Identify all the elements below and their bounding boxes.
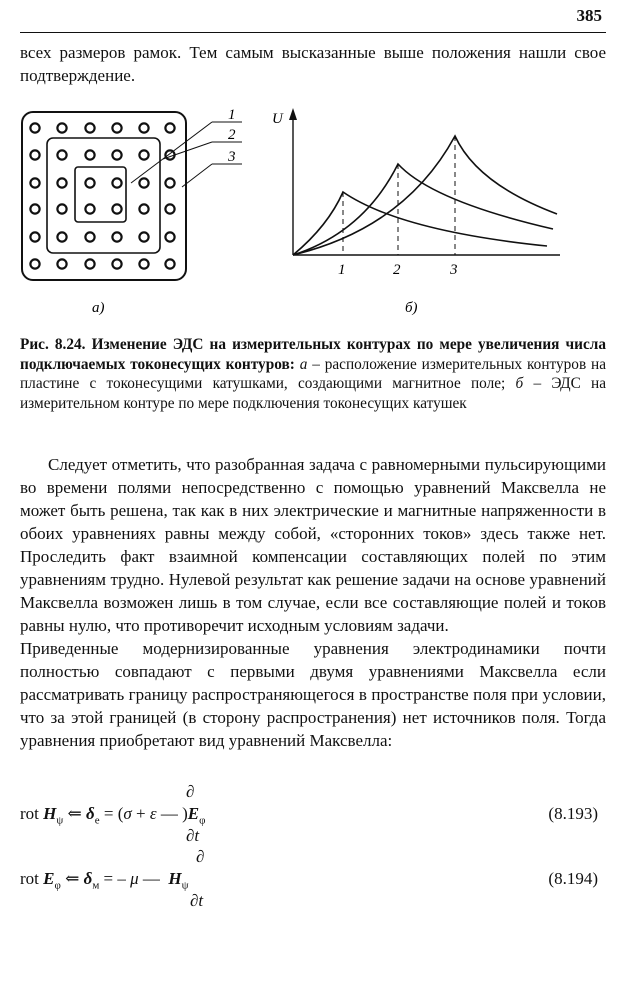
eq1-frac-bar: — xyxy=(156,804,178,823)
coil-circle xyxy=(165,259,174,268)
eq2-lhs-field: E xyxy=(43,869,55,888)
coil-circle xyxy=(112,150,121,159)
coil-circle xyxy=(30,204,39,213)
coil-circle xyxy=(139,123,148,132)
eq1-rhs-sub: φ xyxy=(199,814,206,827)
coil-circle xyxy=(85,123,94,132)
coil-circle xyxy=(112,123,121,132)
coil-circle xyxy=(30,123,39,132)
eq2-number: (8.194) xyxy=(548,869,598,888)
coil-circle xyxy=(85,204,94,213)
contour-label-1: 1 xyxy=(228,107,236,123)
x-tick-label-3: 3 xyxy=(450,262,458,278)
figure-8-24 xyxy=(0,96,626,332)
coil-circle xyxy=(30,178,39,187)
axis-u-label: U xyxy=(272,111,283,127)
eq2-arrow: ⇐ xyxy=(60,869,84,888)
eq2-delta: δ xyxy=(83,869,93,888)
coil-grid xyxy=(30,123,174,268)
coil-circle xyxy=(139,259,148,268)
coil-circle xyxy=(112,178,121,187)
coil-circle xyxy=(112,232,121,241)
eq1-frac-numerator: ∂ xyxy=(186,782,195,801)
eq1-epsilon: ε xyxy=(149,804,157,823)
eq1-lhs-field: H xyxy=(43,804,57,823)
coil-circle xyxy=(139,204,148,213)
coil-circle xyxy=(57,232,66,241)
eq1-sigma: σ xyxy=(123,804,132,823)
equation-8-194 xyxy=(20,847,606,910)
y-axis-arrowhead xyxy=(289,108,297,120)
eq1-plus: + xyxy=(131,804,150,823)
caption-letter-a: а xyxy=(299,355,308,373)
eq2-frac-numerator: ∂ xyxy=(196,847,205,866)
eq2-mu: μ xyxy=(130,869,139,888)
coil-circle xyxy=(112,259,121,268)
eq1-delta: δ xyxy=(86,804,95,823)
figure-caption xyxy=(20,335,606,413)
coil-circle xyxy=(165,232,174,241)
eq2-lhs-sub: φ xyxy=(54,879,61,892)
eq2-delta-sub: м xyxy=(92,879,100,892)
x-tick-label-1: 1 xyxy=(338,262,346,278)
eq2-rhs-field: H xyxy=(168,869,182,888)
graph-dashed-lines xyxy=(343,136,455,255)
coil-circle xyxy=(30,232,39,241)
coil-circle xyxy=(85,150,94,159)
eq1-rot: rot xyxy=(20,804,44,823)
coil-circle xyxy=(85,178,94,187)
eq2-frac-denominator: ∂t xyxy=(190,891,204,910)
coil-circle xyxy=(57,204,66,213)
caption-text-a: – расположение измерительных контуров на пластине с токонесущими катушками, создающими магнитное поле; xyxy=(20,355,606,392)
panel-a-label: а) xyxy=(92,300,105,316)
curve-contour-1 xyxy=(293,192,547,255)
header-rule xyxy=(20,32,606,33)
graph-curves xyxy=(293,136,557,255)
coil-circle xyxy=(85,232,94,241)
coil-circle xyxy=(57,123,66,132)
eq2-rot: rot xyxy=(20,869,44,888)
caption-lead: Рис. 8.24. Изменение ЭДС на измерительных контурах по мере увеличения числа подключаемых токонесущих контуров: xyxy=(20,336,606,373)
body-text xyxy=(20,453,606,752)
contour-middle xyxy=(47,138,160,253)
paragraph-1: Следует отметить, что разобранная задача с равномерными пульсирующими во времени полями непосредственно с помощью уравнений Максвелла не может быть решена, так как в них электрические и магнитные напряженности в обоих уравнениях равны между собой, «сторонних токов» здесь также нет. Проследить факт взаимной компенсации составляющих полей по этим уравнениям трудно. Нулевой результат как решение задачи на основе уравнений Максвелла возможен лишь в том случае, если все составляющие полей и токов равны нулю, что противоречит исходным условиям задачи. xyxy=(20,455,606,635)
coil-circle xyxy=(30,259,39,268)
eq1-lhs-sub: ψ xyxy=(56,814,64,827)
coil-circle xyxy=(139,150,148,159)
caption-text-b: – ЭДС на измерительном контуре по мере подключения токонесущих катушек xyxy=(20,375,606,412)
page-number: 385 xyxy=(576,6,602,25)
eq2-body xyxy=(20,869,189,891)
coil-circle xyxy=(30,150,39,159)
eq1-delta-sub: е xyxy=(94,814,100,827)
paragraph-2: Приведенные модернизированные уравнения электродинамики почти полностью совпадают с первыми двумя уравнениями Максвелла если рассматривать границу распространяющегося в пространстве поля при условии, что за этой границей (в сторону распространения) нет источников поля. Тогда уравнения приобретают вид уравнений Максвелла: xyxy=(20,639,606,750)
eq1-arrow: ⇐ xyxy=(63,804,87,823)
panel-a-plate xyxy=(22,112,186,280)
curve-contour-2 xyxy=(293,164,553,255)
caption-letter-b: б xyxy=(515,375,524,392)
x-tick-label-2: 2 xyxy=(393,262,401,278)
eq2-rhs-open: = – xyxy=(99,869,131,888)
coil-circle xyxy=(139,232,148,241)
panel-b-label: б) xyxy=(405,300,418,316)
coil-circle xyxy=(85,259,94,268)
eq1-frac-denominator: ∂t xyxy=(186,826,200,845)
coil-circle xyxy=(165,204,174,213)
contour-label-3: 3 xyxy=(228,149,236,165)
contour-label-2: 2 xyxy=(228,127,236,143)
eq1-rhs-open: = ( xyxy=(99,804,124,823)
eq1-number: (8.193) xyxy=(548,804,598,823)
equation-8-193 xyxy=(20,782,606,845)
eq1-rhs-close: ) xyxy=(177,804,188,823)
coil-circle xyxy=(165,123,174,132)
intro-paragraph: всех размеров рамок. Тем самым высказанные выше положения нашли свое подтверждение. xyxy=(20,43,606,85)
eq1-body xyxy=(20,804,205,826)
eq2-frac-bar: — xyxy=(138,869,160,888)
coil-circle xyxy=(139,178,148,187)
coil-circle xyxy=(57,259,66,268)
coil-circle xyxy=(57,150,66,159)
eq1-rhs-field: E xyxy=(187,804,200,823)
coil-circle xyxy=(112,204,121,213)
coil-circle xyxy=(165,178,174,187)
coil-circle xyxy=(57,178,66,187)
eq2-rhs-sub: ψ xyxy=(181,879,189,892)
